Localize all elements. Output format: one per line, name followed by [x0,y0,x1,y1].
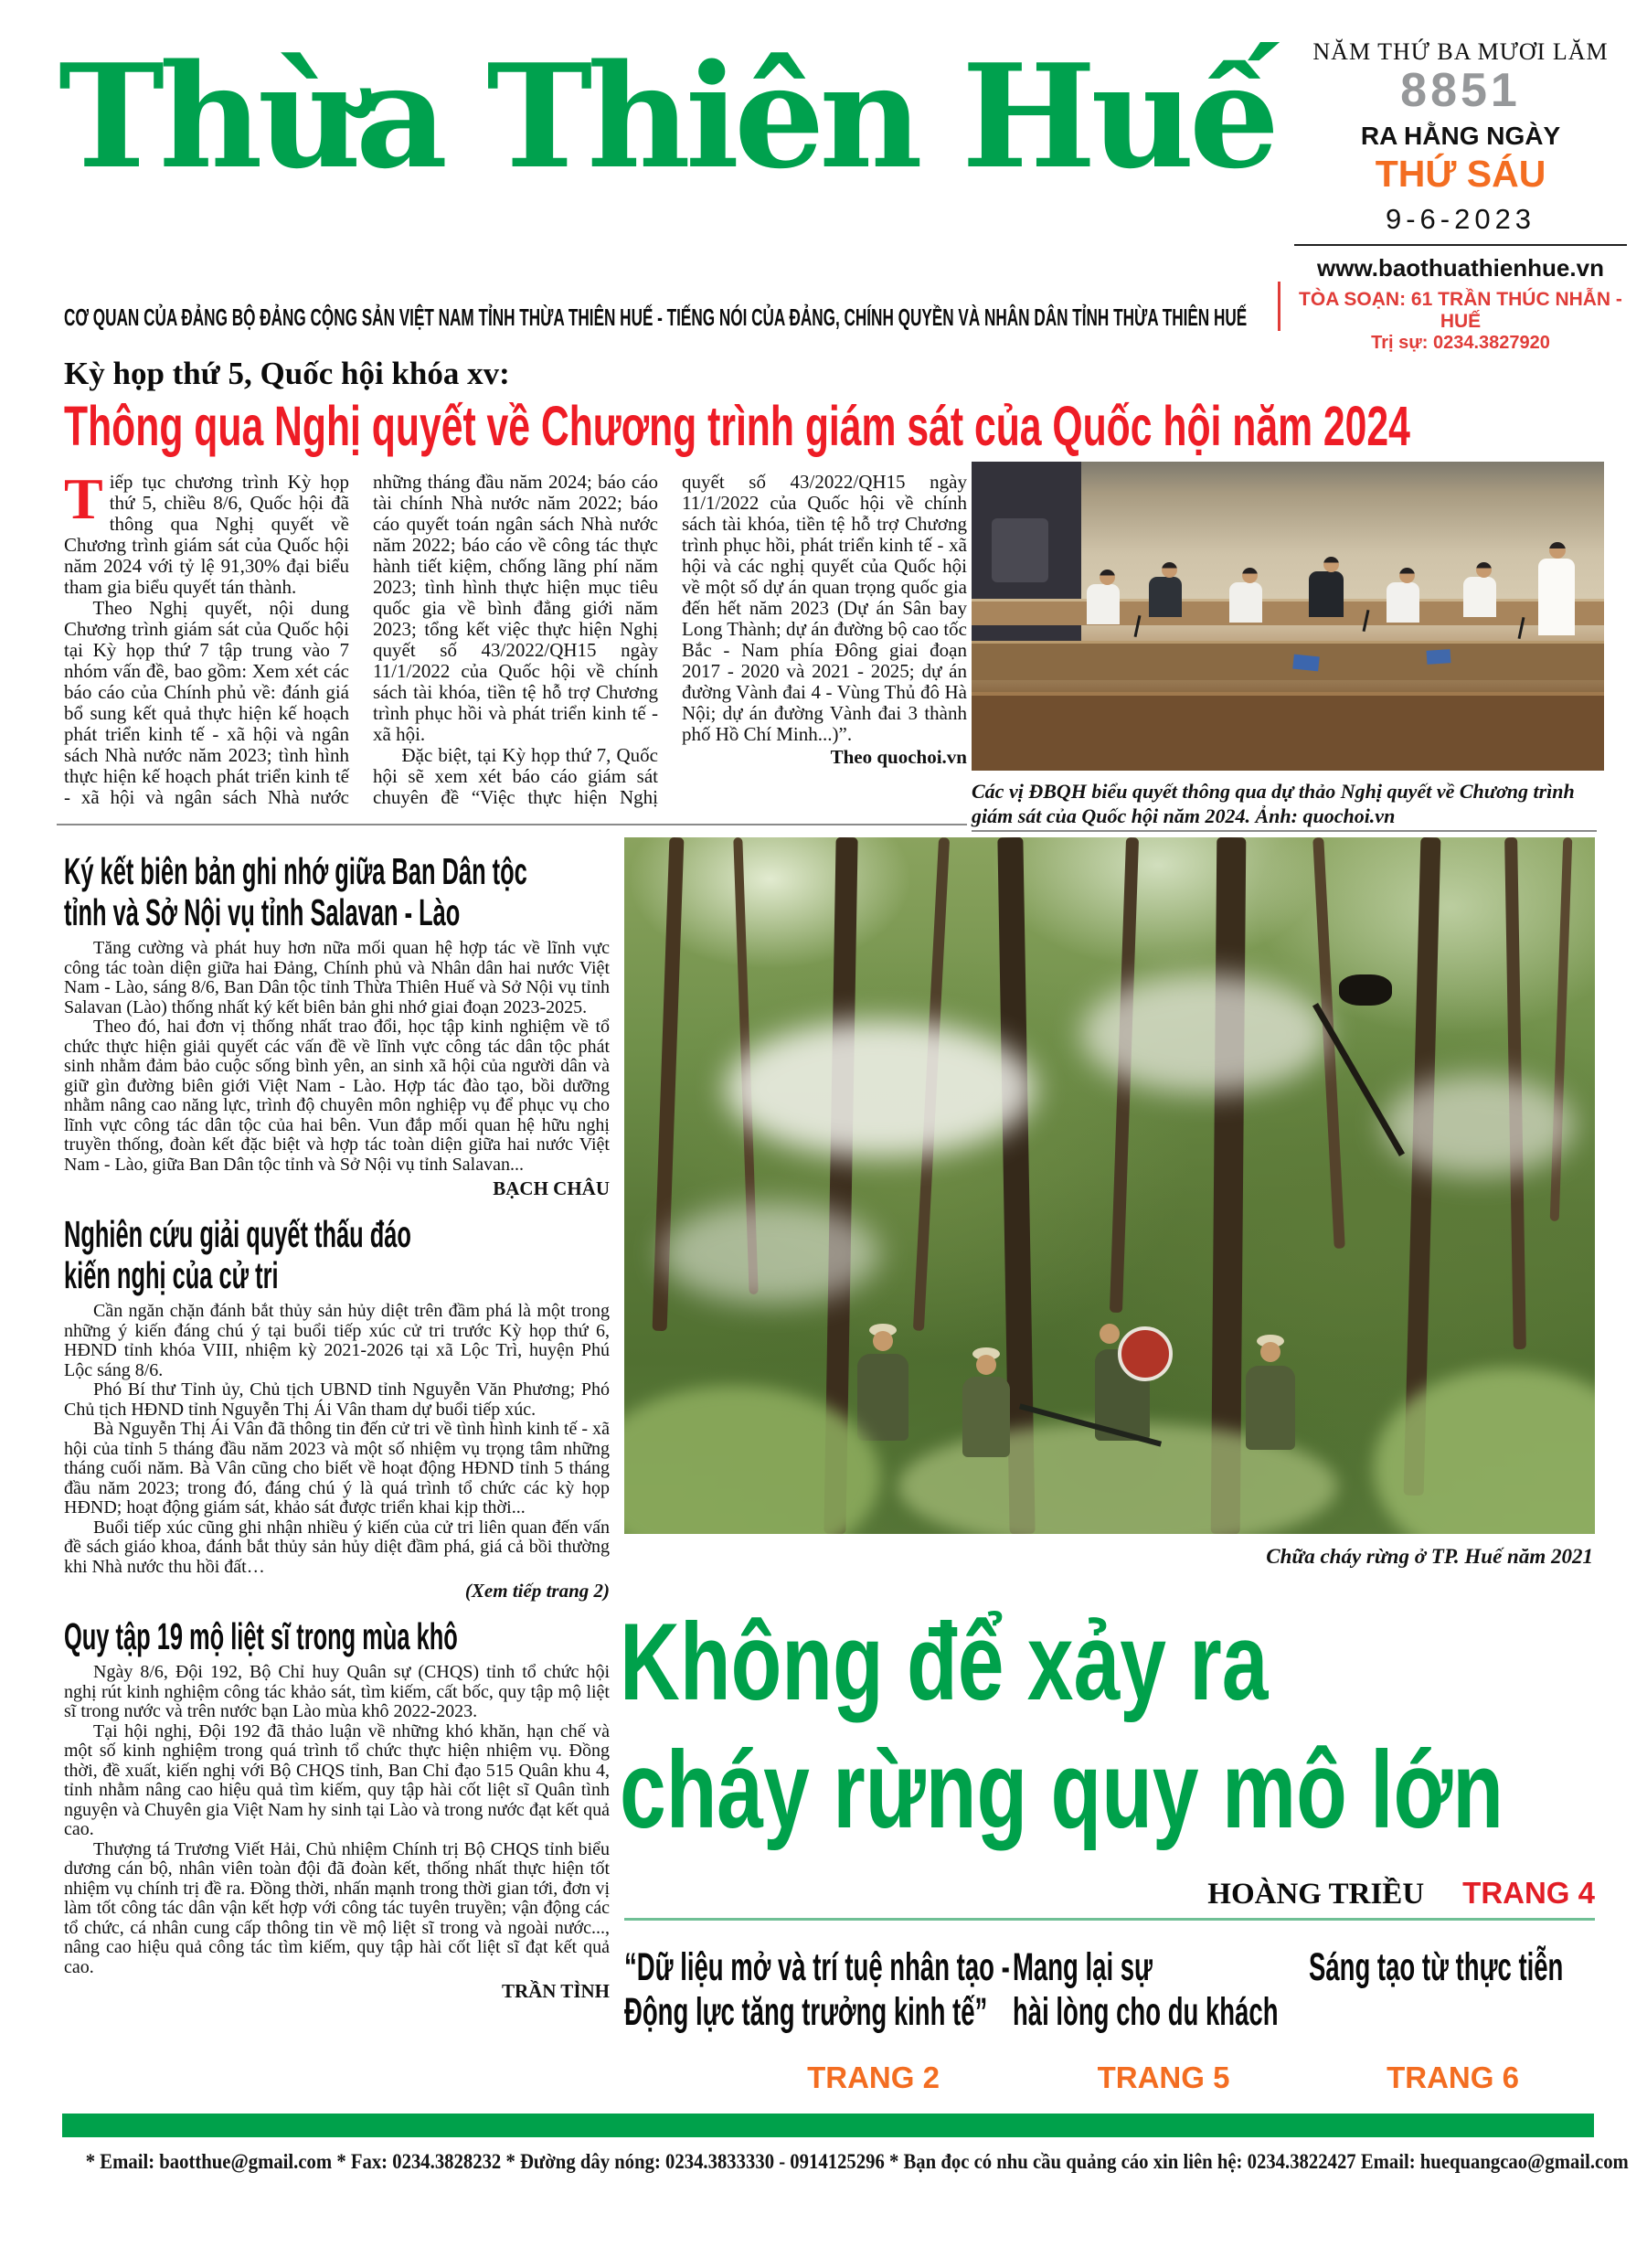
column-rule-left [57,824,967,825]
teaser-1: “Dữ liệu mở và trí tuệ nhân tạo - Động lực tăng trưởng kinh tế” [624,1945,1010,2034]
article-heading: Quy tập 19 mộ liệt sĩ trong mùa khô [64,1615,458,1657]
firefighter-head [1260,1342,1280,1362]
fire-photo-caption: Chữa cháy rừng ở TP. Huế năm 2021 [1266,1545,1593,1568]
document [1292,655,1320,672]
teaser-divider [624,1918,1595,1921]
continuation-note: (Xem tiếp trang 2) [464,1580,610,1602]
newspaper-logo: Thừa Thiên Huế [58,33,1275,200]
lead-photo-caption: Các vị ĐBQH biểu quyết thông qua dự thảo Nghị quyết về Chương trình giám sát của Quốc hội năm 2024. Ảnh: quochoi.vn [972,780,1575,827]
teaser-2: Mang lại sự hài lòng cho du khách [1013,1945,1279,2034]
person-body [1087,584,1120,624]
article-byline: TRẦN TÌNH [501,1980,610,2002]
feature-headline: Không để xảy ra cháy rừng quy mô lớn [620,1601,1504,1851]
lead-headline-text: Thông qua Nghị quyết về Chương trình giám sát của Quốc hội năm 2024 [64,395,1410,457]
divider [1294,244,1627,246]
teaser-3: Sáng tạo từ thực tiễn [1309,1945,1564,1989]
lead-photo [972,462,1604,771]
person-head [1323,557,1339,572]
firefighter-head [873,1331,893,1351]
lead-headline [64,397,1647,455]
article-heading: Ký kết biên bản ghi nhớ giữa Ban Dân tộc tỉnh và Sở Nội vụ tỉnh Salavan - Lào [64,850,527,933]
frequency-label: RA HẰNG NGÀY [1360,121,1561,150]
firefighter-head [976,1355,996,1375]
article-body [64,1302,610,1577]
smoke-plume [1081,974,1328,1093]
article-paragraph: Ngày 8/6, Đội 192, Bộ Chỉ huy Quân sự (CHQS) tỉnh tổ chức hội nghị rút kinh nghiệm công tác khảo sát, tìm kiếm, cất bốc, quy tập mộ liệt sĩ trong nước và trên nước bạn Lào mùa khô 2022-2023. [64,1662,610,1721]
office-phone: Trị sự: 0234.3827920 [1371,332,1550,353]
document [1427,649,1451,665]
feature-byline-row [624,1876,1595,1911]
firefighter [857,1354,909,1441]
person-body [1309,571,1344,617]
article-paragraph: Theo đó, hai đơn vị thống nhất trao đổi, học tập kinh nghiệm về tổ chức thực hiện giải quyết các vấn đề về lĩnh vực công tác dân tộc phát sinh nhằm đảm bảo cuộc sống bình yên, an sinh xã hội của người dân và giữ gìn đường biên giới Việt Nam - Lào. Hợp tác đào tạo, bồi dưỡng nhằm nâng cao năng lực, trình độ chuyên môn nghiệp vụ để phục vụ cho lĩnh vực công tác dân tộc của hai bên. Vun đắp mối quan hệ hữu nghị truyền thống, đoàn kết đặc biệt và hợp tác toàn diện giữa hai nước Việt Nam - Lào, giữa Ban Dân tộc tỉnh và Sở Nội vụ tỉnh Salavan... [64,1017,610,1175]
article-paragraph: Buổi tiếp xúc cũng ghi nhận nhiều ý kiến của cử tri liên quan đến vấn đề sách giáo khoa, đánh bắt thủy sản hủy diệt đầm phá, giá cả bồi thường khi Nhà nước thu hồi đất… [64,1517,610,1577]
lead-paragraph: Theo Nghị quyết, nội dung Chương trình giám sát của Quốc hội tại Kỳ họp thứ 7 tập trung vào 7 nhóm vấn đề, bao gồm: Xem xét các báo cáo của Chính phủ về: đánh giá bổ sung kết quả thực hiện kế hoạch phát triển kinh tế - xã hội và ngân sách Nhà nước năm 2023; tình hình thực hiện kế hoạch phát triển kinh tế - xã hội và ngân sách Nhà nước những tháng đầu năm 2024; báo cáo tài chính Nhà nước năm 2022; báo cáo quyết toán ngân sách Nhà nước năm 2022; báo cáo về công tác thực hành tiết kiệm, chống lãng phí năm 2023; tình hình thực hiện mục tiêu quốc gia về bình đẳng giới năm 2023; tổng kết việc thực hiện Nghị quyết số 43/2022/QH15 ngày 11/1/2022 của Quốc hội về chính sách tài khóa, tiền tệ hỗ trợ Chương trình phục hồi và phát triển kinh tế - xã hội. [64,472,658,808]
feature-byline: HOÀNG TRIỀU [1207,1878,1425,1911]
firefighter-head [1100,1324,1120,1344]
office-address: TÒA SOẠN: 61 TRẦN THÚC NHẪN - HUẾ [1299,288,1622,332]
article-paragraph: Tăng cường và phát huy hơn nữa mối quan hệ hợp tác về lĩnh vực công tác toàn diện giữa hai Đảng, Chính phủ và Nhân dân hai nước Việt Nam - Lào, sáng 8/6, Ban Dân tộc tỉnh Thừa Thiên Huế và Sở Nội vụ tỉnh Salavan (Lào) thống nhất ký kết biên bản ghi nhớ giai đoạn 2023-2025. [64,938,610,1017]
firefighter [1246,1366,1295,1450]
person-body [1229,582,1262,623]
firefighter [962,1377,1010,1457]
article-byline: BẠCH CHÂU [493,1177,610,1199]
article-heading: Nghiên cứu giải quyết thấu đáo kiến nghị của cử tri [64,1213,411,1296]
article-paragraph: Cần ngăn chặn đánh bắt thủy sản hủy diệt trên đầm phá là một trong những ý kiến đáng chú ý tại buổi tiếp xúc cử tri trước Kỳ họp thứ 6, HĐND tỉnh khóa VIII, nhiệm kỳ 2021-2026 tại xã Lộc Trì, huyện Phú Lộc sáng 8/6. [64,1301,610,1380]
person-body [1387,582,1419,623]
article-paragraph: Thượng tá Trương Viết Hải, Chủ nhiệm Chính trị Bộ CHQS tỉnh biểu dương cán bộ, nhân viên toàn đội đã đoàn kết, thống nhất thực hiện tốt nhiệm vụ chính trị đề ra. Đồng thời, nhấn mạnh trong thời gian tới, đơn vị làm tốt công tác dân vận kết hợp với công tác tuyên truyền; vận động các tổ chức, cá nhân cung cấp thông tin về mộ liệt sĩ trong và ngoài nước..., nâng cao hiệu quả công tác tìm kiếm, quy tập hài cốt liệt sĩ đạt kết quả cao. [64,1838,610,1977]
teaser-page-ref: TRANG 2 [807,2060,940,2094]
column-rule-right [972,830,1597,832]
issue-info-panel [1291,38,1631,354]
camera-shape [992,518,1048,582]
issue-date: 9-6-2023 [1385,202,1536,235]
weekday-label: THỨ SÁU [1375,152,1546,195]
person-head [1549,542,1566,559]
tagline [64,303,1284,332]
article-paragraph: Tại hội nghị, Đội 192 đã thảo luận về những khó khăn, hạn chế và một số kinh nghiệm trong quá trình tổ chức thực hiện nhiệm vụ. Đồng thời, đề xuất, kiến nghị với Bộ CHQS tỉnh, Ban Chỉ đạo 515 Quân khu 4, tỉnh nhằm nâng cao hiệu quả tìm kiếm, quy tập hài cốt liệt sĩ Quân tình nguyện và Chuyên gia Việt Nam hy sinh tại Lào và trong nước đạt kết quả cao. [64,1720,610,1839]
lead-source: Theo quochoi.vn [830,746,967,768]
teaser-page-ref: TRANG 6 [1387,2060,1519,2094]
person-head [1162,562,1177,578]
article-paragraph: Phó Bí thư Tỉnh ủy, Chủ tịch UBND tỉnh Nguyễn Văn Phương; Phó Chủ tịch HĐND tỉnh Nguyễn Thị Ái Vân tham dự buổi tiếp xúc. [64,1379,610,1420]
person-body [1538,559,1575,635]
smoke-plume [1383,1075,1575,1176]
smoke-plume [725,1020,1036,1157]
article-body [64,939,610,1175]
desk-row [972,641,1604,680]
water-tank [1118,1326,1173,1381]
desk-row [972,692,1604,771]
person-body [1463,577,1496,617]
article-voter-petitions [64,1214,610,1603]
tree-trunk [1550,837,1573,1221]
smoke-plume [661,1203,880,1304]
article-body [64,1663,610,1977]
teaser-page-ref: TRANG 5 [1097,2060,1230,2094]
desk-row [972,599,1604,625]
tagline-text: CƠ QUAN CỦA ĐẢNG BỘ ĐẢNG CỘNG SẢN VIỆT NAM TỈNH THỪA THIÊN HUẾ - TIẾNG NÓI CỦA ĐẢNG, CHÍNH QUYỀN VÀ NHÂN DÂN TỈNH THỪA THIÊN HUẾ [64,303,1248,331]
person-head [1100,570,1115,585]
lead-paragraph: Đặc biệt, tại Kỳ họp thứ 7, Quốc hội sẽ xem xét báo cáo giám sát chuyên đề “Việc thực hiện Nghị quyết số 43/2022/QH15 ngày 11/1/2022 của Quốc hội về chính sách tài khóa, tiền tệ hỗ trợ Chương trình phục hồi, phát triển kinh tế - xã hội và các nghị quyết của Quốc hội về một số dự án quan trọng quốc gia đến hết năm 2023 (Dự án Sân bay Long Thành; dự án đường bộ cao tốc Bắc - Nam phía Đông giai đoạn 2017 - 2020 và 2021 - 2025; dự án đường Vành đai 4 - Vùng Thủ đô Hà Nội; dự án đường Vành đai 3 thành phố Hồ Chí Minh...)”. [373,472,967,808]
article-martyr-graves [64,1616,610,2003]
lead-kicker: Kỳ họp thứ 5, Quốc hội khóa xv: [64,356,510,391]
lead-body [64,472,967,825]
fire-photo [624,837,1595,1534]
person-body [1149,577,1182,617]
person-head [1476,562,1492,578]
feature-page-ref: TRANG 4 [1462,1876,1595,1910]
person-head [1242,568,1258,583]
issue-number: 8851 [1400,64,1521,117]
green-bar [62,2114,1594,2137]
website-url: www.baothuathienhue.vn [1317,253,1604,282]
person-head [1399,568,1415,583]
footer [0,2150,1647,2174]
fire-tool-head [1339,974,1392,1006]
anniversary-label: NĂM THỨ BA MƯƠI LĂM [1312,38,1609,65]
article-memorandum [64,851,610,1200]
left-column [64,851,610,2017]
footer-contact-line: * Email: baotthue@gmail.com * Fax: 0234.3828232 * Đường dây nóng: 0234.3833330 - 0914125296 * Bạn đọc có nhu cầu quảng cáo xin liên hệ: 0234.3822427 Email: huequangcao@gmail.com [85,2150,1629,2173]
lead-paragraph: Tiếp tục chương trình Kỳ họp thứ 5, chiều 8/6, Quốc hội đã thông qua Nghị quyết về Chương trình giám sát của Quốc hội năm 2024 với tỷ lệ 91,30% đại biểu tham gia biểu quyết tán thành. [64,472,349,598]
article-paragraph: Bà Nguyễn Thị Ái Vân đã thông tin đến cử tri về tình hình kinh tế - xã hội của tỉnh 5 tháng đầu năm 2023 và một số nhiệm vụ trọng tâm những tháng cuối năm. Bà Vân cũng cho biết về hoạt động HĐND tỉnh 5 tháng đầu năm 2023; trong đó, đáng chú ý là quá trình tổ chức các kỳ họp HĐND; hoạt động giám sát, khảo sát được triển khai kịp thời... [64,1419,610,1517]
